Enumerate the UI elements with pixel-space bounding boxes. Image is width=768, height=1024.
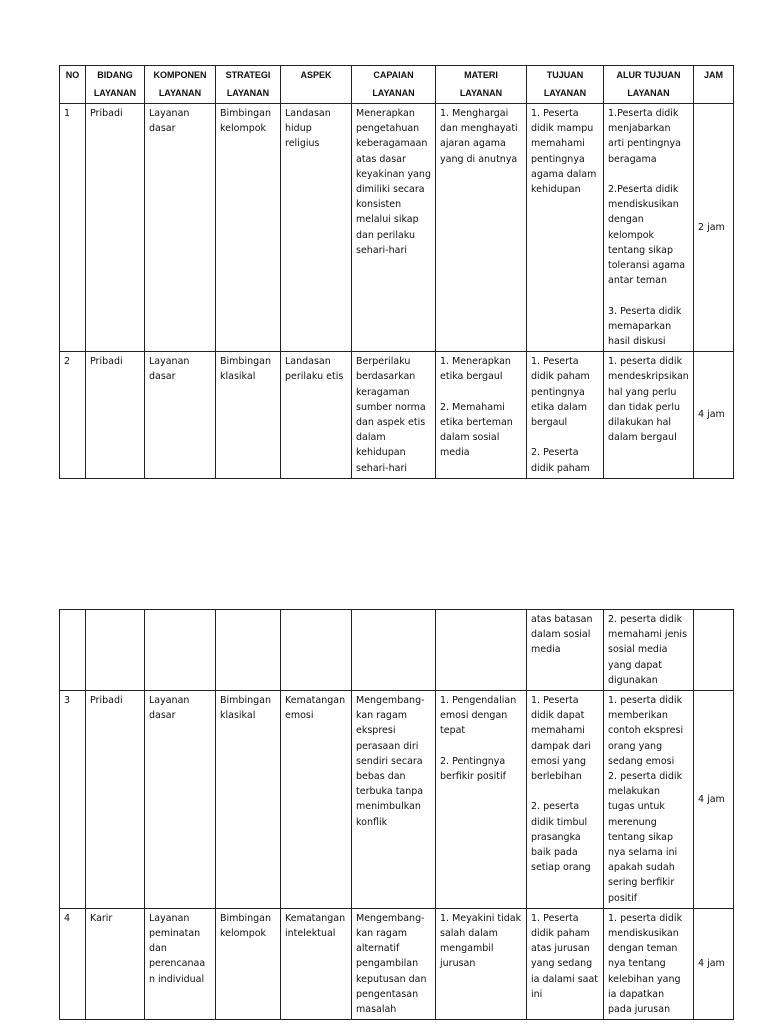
cell-tujuan: 1. Peserta didik paham atas jurusan yang sedang ia dalami saat ini [527,908,604,1019]
materi-text: 1. Pengendalian emosi dengan tepat 2. Pentingnya berfikir positif [440,695,517,783]
header-row [60,66,734,104]
cell-aspek: Landasan hidup religius [281,104,352,352]
cell-strategi: Bimbingan klasikal [216,691,281,909]
tujuan-text: 1. Peserta didik paham pentingnya etika dalam bergaul 2. Peserta didik paham [531,356,590,474]
table-row-continuation [60,610,734,691]
cell-strategi: Bimbingan kelompok [216,908,281,1019]
cell-bidang: Pribadi [86,352,145,479]
header-tujuan: TUJUAN LAYANAN [527,66,604,104]
cell-materi: 1. Menghargai dan menghayati ajaran agama yang di anutnya [436,104,527,352]
header-no: NO [60,66,86,104]
cell-bidang [86,610,145,691]
table-row [60,352,734,479]
header-strategi: STRATEGI LAYANAN [216,66,281,104]
cell-aspek: Kematangan emosi [281,691,352,909]
cell-tujuan [527,691,604,909]
cell-strategi: Bimbingan klasikal [216,352,281,479]
cell-no: 4 [60,908,86,1019]
header-capaian: CAPAIAN LAYANAN [352,66,436,104]
cell-strategi: Bimbingan kelompok [216,104,281,352]
cell-tujuan: atas batasan dalam sosial media [527,610,604,691]
alur-text: 1. peserta didik memberikan contoh ekspresi orang yang sedang emosi 2. peserta didik melakukan tugas untuk merenung tentang sikap nya selama ini apakah sudah sering berfikir positif [608,695,684,904]
cell-capaian [352,610,436,691]
header-aspek: ASPEK [281,66,352,104]
cell-jam: 4 jam [694,908,734,1019]
cell-bidang: Karir [86,908,145,1019]
cell-no [60,610,86,691]
cell-jam [694,610,734,691]
cell-bidang: Pribadi [86,104,145,352]
cell-aspek: Kematangan intelektual [281,908,352,1019]
tujuan-text: 1. Peserta didik dapat memahami dampak dari emosi yang berlebihan 2. peserta didik timbul prasangka baik pada setiap orang [531,695,591,874]
cell-bidang: Pribadi [86,691,145,909]
materi-text: 1. Menerapkan etika bergaul 2. Memahami etika berteman dalam sosial media [440,356,513,459]
alur-text: 1.Peserta didik menjabarkan arti pentingnya beragama 2.Peserta didik mendiskusikan dengan kelompok tentang sikap toleransi agama antar teman 3. Peserta didik memaparkan hasil diskusi [608,108,686,348]
cell-jam: 4 jam [694,691,734,909]
cell-jam: 2 jam [694,104,734,352]
table-row [60,691,734,909]
cell-materi [436,610,527,691]
cell-alur: 1. peserta didik mendiskusikan dengan teman nya tentang kelebihan yang ia dapatkan pada jurusan [604,908,694,1019]
cell-alur: 2. peserta didik memahami jenis sosial media yang dapat digunakan [604,610,694,691]
cell-komponen: Layanan dasar [145,691,216,909]
cell-no: 2 [60,352,86,479]
cell-strategi [216,610,281,691]
cell-alur: 1. peserta didik mendeskripsikan hal yang perlu dan tidak perlu dilakukan hal dalam bergaul [604,352,694,479]
cell-komponen: Layanan peminatan dan perencanaan individual [145,908,216,1019]
cell-komponen [145,610,216,691]
cell-tujuan [527,352,604,479]
header-jam: JAM [694,66,734,104]
cell-materi: 1. Meyakini tidak salah dalam mengambil jurusan [436,908,527,1019]
cell-materi [436,691,527,909]
cell-no: 1 [60,104,86,352]
cell-komponen: Layanan dasar [145,352,216,479]
cell-no: 3 [60,691,86,909]
cell-materi [436,352,527,479]
cell-tujuan: 1. Peserta didik mampu memahami pentingnya agama dalam kehidupan [527,104,604,352]
cell-komponen: Layanan dasar [145,104,216,352]
table-row [60,104,734,352]
cell-alur [604,691,694,909]
cell-jam: 4 jam [694,352,734,479]
header-komponen: KOMPONEN LAYANAN [145,66,216,104]
header-bidang: BIDANG LAYANAN [86,66,145,104]
rpl-table-page-1 [59,65,734,479]
cell-alur [604,104,694,352]
cell-capaian: Menerapkan pengetahuan keberagamaan atas dasar keyakinan yang dimiliki secara konsisten melalui sikap dan perilaku sehari-hari [352,104,436,352]
cell-aspek: Landasan perilaku etis [281,352,352,479]
cell-capaian: Berperilaku berdasarkan keragaman sumber norma dan aspek etis dalam kehidupan sehari-hari [352,352,436,479]
table-row [60,908,734,1019]
rpl-table-page-2 [59,609,734,1020]
cell-capaian: Mengembang-kan ragam ekspresi perasaan diri sendiri secara bebas dan terbuka tanpa menimbulkan konflik [352,691,436,909]
header-materi: MATERI LAYANAN [436,66,527,104]
header-alur: ALUR TUJUAN LAYANAN [604,66,694,104]
cell-aspek [281,610,352,691]
cell-capaian: Mengembang-kan ragam alternatif pengambilan keputusan dan pengentasan masalah [352,908,436,1019]
